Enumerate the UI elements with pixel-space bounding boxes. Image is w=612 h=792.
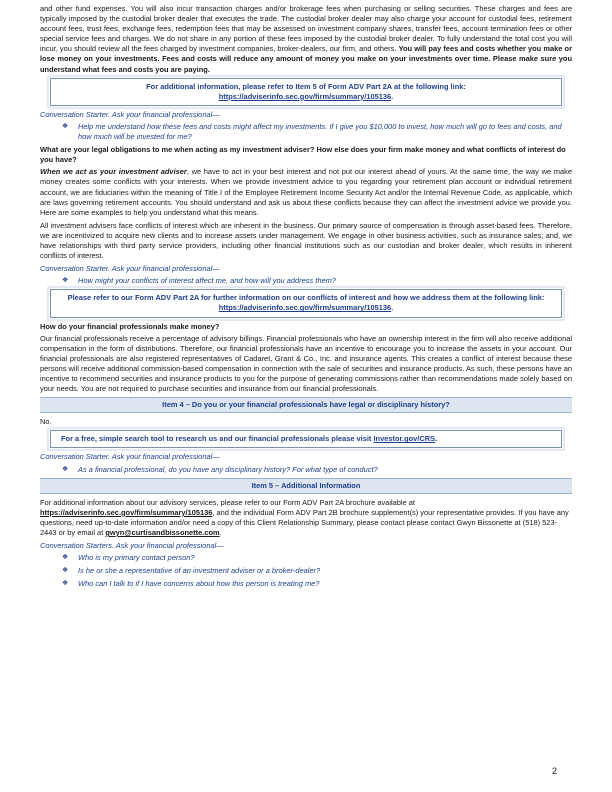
conversation-starter: Conversation Starter. Ask your financial professional—	[40, 264, 220, 274]
conversation-starter: Conversation Starters. Ask your financial professional—	[40, 541, 224, 551]
conflicts-box-text: Please refer to our Form ADV Part 2A for further information on our conflicts of interest and how we address them at the following link:	[67, 293, 545, 303]
conversation-starter: Conversation Starter. Ask your financial professional—	[40, 109, 220, 119]
diamond-bullet-icon: ❖	[62, 580, 69, 588]
investor-box-text: For a free, simple search tool to research us and our financial professionals please visit	[61, 434, 374, 444]
diamond-bullet-icon: ❖	[62, 567, 69, 575]
conversation-starter: Conversation Starter. Ask your financial professional—	[40, 452, 220, 462]
fees-info-box	[50, 78, 562, 106]
bullet-text: Is he or she a representative of an investment adviser or a broker-dealer?	[78, 566, 321, 576]
item4-answer: No.	[40, 417, 52, 427]
bullet-text: As a financial professional, do you have any disciplinary history? For what type of conduct?	[78, 464, 378, 474]
item5-text-b: , and the individual Form ADV Part 2B brochure supplement(s) your representative provides. If you have any questions, need up-to-date information and/or need a copy of this Client Relationship Summary, please contact please contact Gwyn Bissonette at (518) 523-2443 or by email at	[40, 507, 569, 538]
diamond-bullet-icon: ❖	[62, 277, 69, 285]
obligations-paragraph	[40, 167, 572, 217]
diamond-bullet-icon: ❖	[62, 465, 69, 473]
item4-header: Item 4 – Do you or your financial professionals have legal or disciplinary history?	[40, 397, 572, 413]
list-item	[40, 122, 572, 142]
item5-header: Item 5 – Additional Information	[40, 478, 572, 494]
fees-paragraph	[40, 4, 572, 75]
fees-text: and other fund expenses. You will also incur transaction charges and/or brokerage fees when purchasing or selling securities. These charges and fees are typically imposed by the custodial broker dealer that executes the trade. The custodial broker dealer may also charge your account for custodial fees, retirement account fees, trust fees, exchange fees, redemption fees that may be assessed on investment company shares, transfer fees, account termination fees or other special service fees and charges. We do not share in any portion of these fees imposed by the custodial broker dealer. To fully understand the total cost you will incur, you should review all the fees charged by investment companies, broker-dealers, our firm, and others.	[40, 4, 572, 54]
conflicts-box-end: .	[391, 303, 394, 313]
bullet-text: Help me understand how these fees and costs might affect my investments. If I give you $10,000 to invest, how much will go to fees and costs, and how much will be invested for me?	[78, 121, 562, 142]
list-item	[40, 553, 572, 563]
page-number: 2	[552, 766, 558, 776]
obligations-text: , we have to act in your best interest and not put our interest ahead of yours. At the same time, the way we make money creates some conflicts with your interests. When we provide investment advice to you regarding your retirement plan account or individual retirement account, we are fiduciaries within the meaning of Title I of the Employee Retirement Income Security Act and/or the Internal Revenue Code, as applicable, which are laws governing retirement accounts. You should understand and ask us about these conflicts because they can affect the investment advice we provide you. Here are some examples to help you understand what this means.	[40, 167, 572, 217]
bullet-text: How might your conflicts of interest affect me, and how will you address them?	[78, 276, 336, 286]
diamond-bullet-icon: ❖	[62, 122, 69, 130]
fees-warning: You will pay fees and costs whether you make or lose money on your investments. Fees and costs will reduce any amount of money you make on your investments over time. Please make sure you understand what fees and costs you are paying.	[40, 44, 572, 74]
compensation-paragraph: Our financial professionals receive a percentage of advisory billings. Financial professionals who have an ownership interest in the firm will also receive additional compensation in the form of distributions. Therefore, our financial professionals have an incentive to encourage you to increase the assets in your account. Our financial professionals are also registered representatives of Cadaret, Grant & Co., Inc. and insurance agents. This creates a conflict of interest because these persons will receive additional commission-based compensation in connection with the sale of securities and insurance products. As such, these persons have an incentive to recommend securities and insurance products to you for the purpose of generating commissions rather than recommendations made solely based on your needs. You are not required to purchase securities and insurance from our financial professionals.	[40, 333, 572, 394]
fees-box-end: .	[391, 91, 394, 101]
item5-text-a: For additional information about our advisory services, please refer to our Form ADV Part 2A brochure available at	[40, 497, 415, 507]
email-link[interactable]: gwyn@curtisandbissonette.com	[105, 528, 220, 538]
fees-adv-link[interactable]: https://adviserinfo.sec.gov/firm/summary/105136	[218, 91, 392, 101]
conflicts-adv-link[interactable]: https://adviserinfo.sec.gov/firm/summary/105136	[218, 303, 392, 313]
list-item	[40, 566, 572, 576]
fees-box-text: For additional information, please refer to Item 5 of Form ADV Part 2A at the following link:	[146, 81, 466, 91]
section-question: What are your legal obligations to me when acting as my investment adviser? How else does your firm make money and what conflicts of interest do you have?	[40, 145, 566, 165]
adv-brochure-link[interactable]: https://adviserinfo.sec.gov/firm/summary/105136	[40, 507, 213, 517]
bullet-text: Who is my primary contact person?	[78, 553, 195, 563]
section-question: How do your financial professionals make money?	[40, 321, 220, 331]
investor-gov-box	[50, 430, 562, 448]
conflicts-paragraph: All investment advisers face conflicts of interest which are inherent in the business. Our primary source of compensation is through asset-based fees. Therefore, we are incentivized to acquire new clients and to increase assets under management. We engage in other business activities, such as insurance sales; and, we have relationships with third party service providers, including other financial institutions such as our custodian and broker dealer, which results in inherent conflicts of interest.	[40, 220, 572, 261]
investor-box-end: .	[435, 434, 438, 444]
list-item	[40, 579, 572, 589]
item5-paragraph	[40, 498, 572, 538]
lead-phrase: When we act as your investment adviser	[40, 167, 187, 177]
list-item	[40, 465, 572, 475]
conflicts-info-box	[50, 289, 562, 317]
item5-text-c: .	[219, 528, 222, 538]
diamond-bullet-icon: ❖	[62, 554, 69, 562]
content-column	[40, 4, 572, 593]
investor-gov-link[interactable]: Investor.gov/CRS	[373, 434, 436, 444]
bullet-text: Who can I talk to if I have concerns about how this person is treating me?	[78, 579, 320, 589]
list-item	[40, 276, 572, 286]
